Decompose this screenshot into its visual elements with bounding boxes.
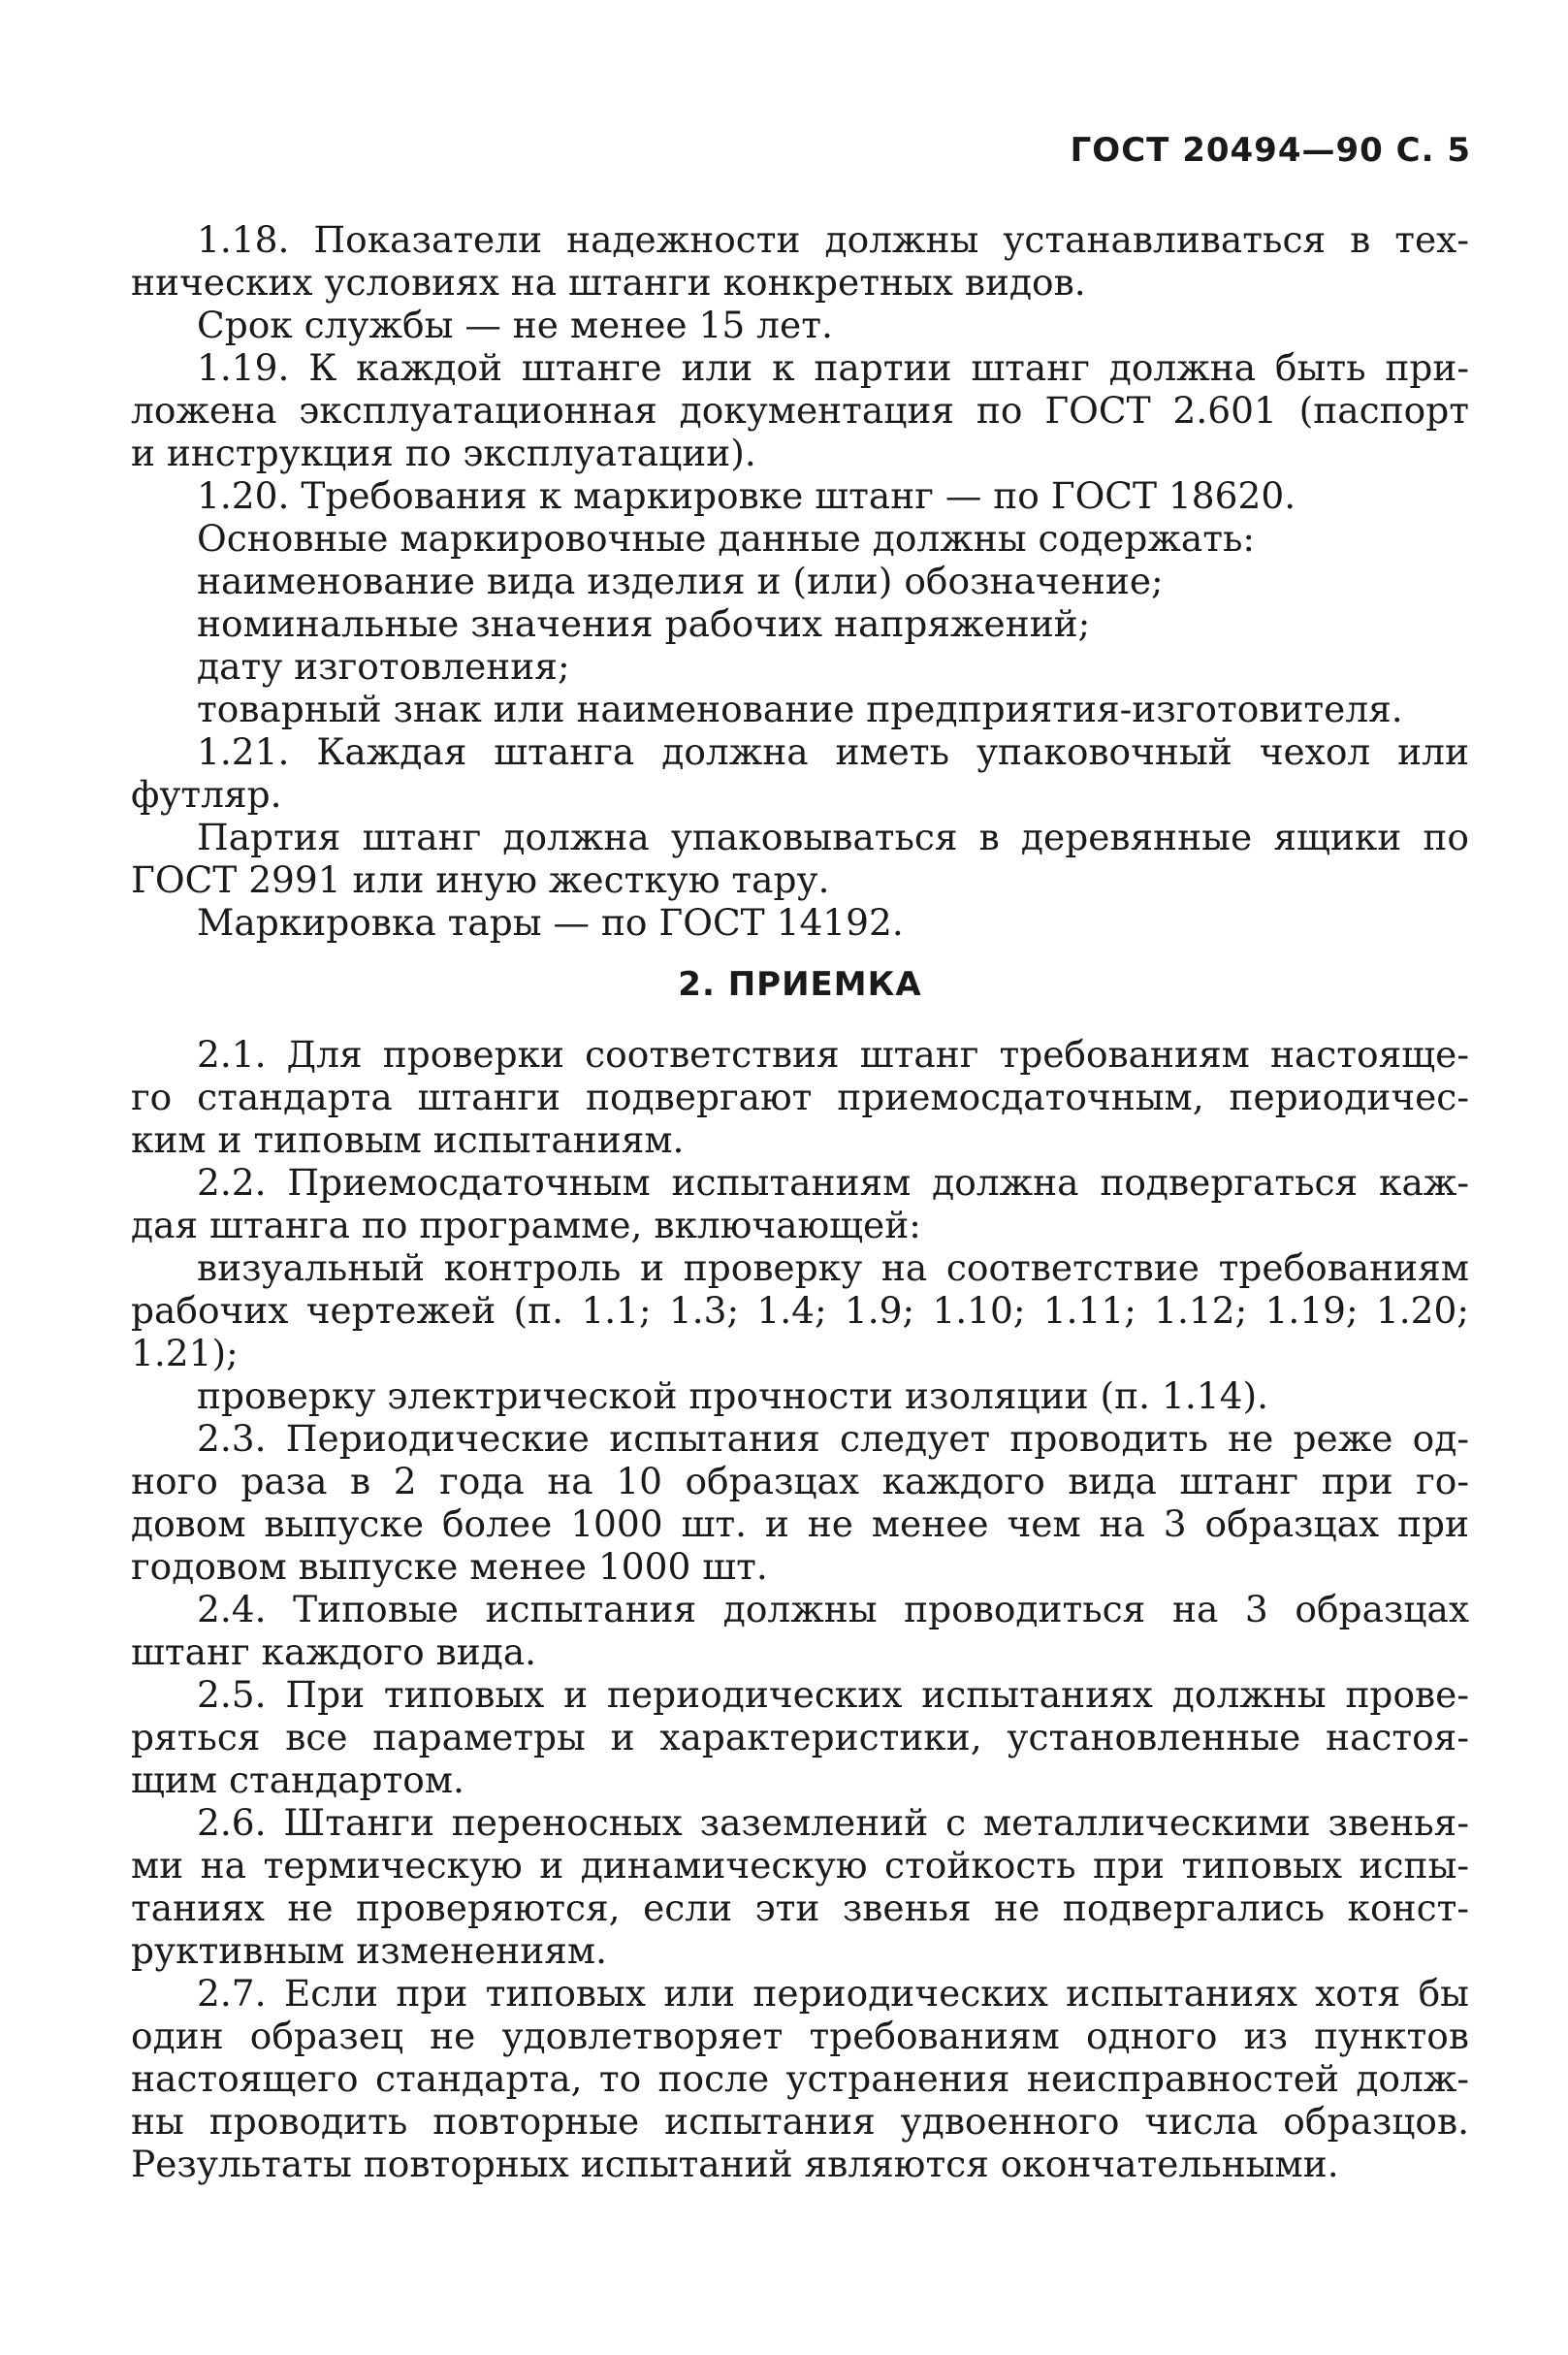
text-line: 1.21); xyxy=(131,1332,239,1374)
text-line: 2.7. Если при типовых или периодических испытаниях хотя бы xyxy=(197,1972,1469,2015)
text-line: 1.19. К каждой штанге или к партии штанг должна быть при- xyxy=(197,346,1469,389)
text-line: 2.3. Периодические испытания следует проводить не реже од- xyxy=(197,1417,1469,1460)
text-line: Партия штанг должна упаковываться в деревянные ящики по xyxy=(197,816,1469,858)
text-line: ГОСТ 2991 или иную жесткую тару. xyxy=(131,858,830,901)
text-line: 2.1. Для проверки соответствия штанг требованиям настояще- xyxy=(197,1033,1469,1076)
text-line: Срок службы — не менее 15 лет. xyxy=(197,304,833,346)
section-heading: 2. ПРИЕМКА xyxy=(678,965,922,1004)
text-line: футляр. xyxy=(131,773,282,816)
text-line: настоящего стандарта, то после устранения неисправностей долж- xyxy=(131,2057,1469,2100)
text-line: визуальный контроль и проверку на соответствие требованиям xyxy=(197,1246,1469,1289)
text-line: ми на термическую и динамическую стойкость при типовых испы- xyxy=(131,1844,1469,1887)
text-line: довом выпуске более 1000 шт. и не менее чем на 3 образцах при xyxy=(131,1502,1469,1545)
text-line: проверку электрической прочности изоляции (п. 1.14). xyxy=(197,1374,1269,1417)
text-line: нических условиях на штанги конкретных видов. xyxy=(131,261,1086,304)
text-line: ного раза в 2 года на 10 образцах каждого вида штанг при го- xyxy=(131,1460,1469,1502)
text-line: штанг каждого вида. xyxy=(131,1630,537,1673)
text-line: номинальные значения рабочих напряжений; xyxy=(197,602,1091,645)
text-line: ряться все параметры и характеристики, установленные настоя- xyxy=(131,1716,1469,1758)
text-line: 1.21. Каждая штанга должна иметь упаковочный чехол или xyxy=(197,730,1469,773)
text-line: дату изготовления; xyxy=(197,645,570,688)
text-line: Основные маркировочные данные должны содержать: xyxy=(197,517,1256,560)
text-line: 2.4. Типовые испытания должны проводиться на 3 образцах xyxy=(197,1588,1469,1630)
text-line: рабочих чертежей (п. 1.1; 1.3; 1.4; 1.9; 1.10; 1.11; 1.12; 1.19; 1.20; xyxy=(131,1289,1469,1332)
text-line: го стандарта штанги подвергают приемосдаточным, периодичес- xyxy=(131,1076,1469,1118)
body-text xyxy=(131,218,1469,2185)
text-line: Маркировка тары — по ГОСТ 14192. xyxy=(197,901,904,944)
text-line: годовом выпуске менее 1000 шт. xyxy=(131,1545,768,1588)
text-line: щим стандартом. xyxy=(131,1758,464,1801)
text-line: один образец не удовлетворяет требованиям одного из пунктов xyxy=(131,2015,1469,2057)
text-line: 2.5. При типовых и периодических испытаниях должны прове- xyxy=(197,1673,1469,1716)
text-line: руктивным изменениям. xyxy=(131,1929,608,1972)
text-line: наименование вида изделия и (или) обозначение; xyxy=(197,560,1164,602)
running-header: ГОСТ 20494—90 С. 5 xyxy=(1070,131,1471,170)
text-line: ны проводить повторные испытания удвоенного числа образцов. xyxy=(131,2100,1469,2143)
text-line: 1.20. Требования к маркировке штанг — по ГОСТ 18620. xyxy=(197,474,1296,517)
text-line: дая штанга по программе, включающей: xyxy=(131,1204,921,1246)
text-line: 2.2. Приемосдаточным испытаниям должна подвергаться каж- xyxy=(197,1161,1469,1204)
text-line: ким и типовым испытаниям. xyxy=(131,1118,685,1161)
text-line: 2.6. Штанги переносных заземлений с металлическими звенья- xyxy=(197,1801,1469,1844)
text-line: таниях не проверяются, если эти звенья не подвергались конст- xyxy=(131,1887,1469,1929)
text-line: ложена эксплуатационная документация по ГОСТ 2.601 (паспорт xyxy=(131,389,1469,432)
text-line: товарный знак или наименование предприятия-изготовителя. xyxy=(197,688,1403,730)
text-line: 1.18. Показатели надежности должны устанавливаться в тех- xyxy=(197,218,1469,261)
text-line: Результаты повторных испытаний являются окончательными. xyxy=(131,2143,1339,2185)
text-line: и инструкция по эксплуатации). xyxy=(131,432,756,474)
